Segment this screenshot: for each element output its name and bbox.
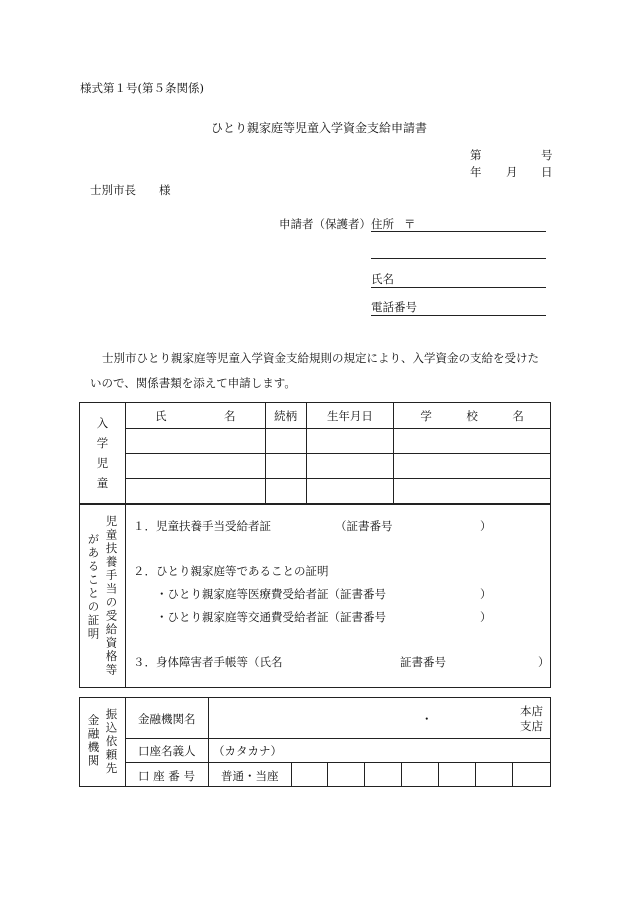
date-day-label: 日 xyxy=(541,165,553,179)
eligibility-label-col1: 児童扶養手当の受給資格等 xyxy=(104,515,119,677)
transfer-section-label xyxy=(80,698,126,786)
child-relation-cell[interactable] xyxy=(265,479,306,504)
child-relation-cell[interactable] xyxy=(265,429,306,454)
body-text-line1: 士別市ひとり親家庭等児童入学資金支給規則の規定により、入学資金の支給を受けた xyxy=(102,351,539,365)
children-label-char: 学 xyxy=(96,436,109,450)
eligibility-section-label xyxy=(80,505,126,687)
child-birth-cell[interactable] xyxy=(306,454,394,479)
account-digit-box[interactable] xyxy=(439,762,476,787)
bank-name-field[interactable] xyxy=(209,698,509,738)
child-name-cell[interactable] xyxy=(125,429,265,454)
account-holder-label: 口座名義人 xyxy=(138,744,196,758)
children-table xyxy=(79,402,551,504)
account-holder-hint: （カタカナ） xyxy=(213,744,282,758)
child-name-cell[interactable] xyxy=(125,454,265,479)
eligibility-item1-close: ） xyxy=(480,519,492,533)
eligibility-item3-cert: 証書番号 xyxy=(400,655,446,669)
transfer-box xyxy=(79,697,551,787)
account-digit-box[interactable] xyxy=(365,762,402,787)
account-type-label: 普通・当座 xyxy=(221,769,279,783)
children-label-char: 入 xyxy=(96,416,109,430)
branch-label: 支店 xyxy=(520,719,543,733)
account-digit-box[interactable] xyxy=(513,762,550,787)
col-header-birth: 生年月日 xyxy=(306,403,394,429)
account-digit-box[interactable] xyxy=(402,762,439,787)
bank-name-label: 金融機関名 xyxy=(138,712,196,726)
table-row xyxy=(80,454,551,479)
address-line-2[interactable] xyxy=(371,258,546,259)
bank-name-dot: ・ xyxy=(421,712,433,726)
col-header-school: 学 校 名 xyxy=(394,403,551,429)
child-school-cell[interactable] xyxy=(394,429,551,454)
account-digit-box[interactable] xyxy=(291,762,328,787)
child-name-cell[interactable] xyxy=(125,479,265,504)
address-line-1[interactable] xyxy=(371,231,546,232)
phone-label: 電話番号 xyxy=(371,300,417,314)
name-label: 氏名 xyxy=(371,272,394,286)
eligibility-box xyxy=(79,504,551,688)
child-relation-cell[interactable] xyxy=(265,454,306,479)
eligibility-item1-cert: （証書番号 xyxy=(335,519,393,533)
eligibility-item3: ３．身体障害者手帳等（氏名 xyxy=(133,655,283,669)
name-line[interactable] xyxy=(371,287,546,288)
table-row xyxy=(80,479,551,504)
transfer-label-col1: 振込依頼先 xyxy=(104,708,119,776)
transfer-label-col2: 金融機関 xyxy=(86,714,101,769)
postal-mark: 〒 xyxy=(404,217,416,231)
address-label: 住所 xyxy=(371,217,394,231)
account-holder-field[interactable] xyxy=(280,739,550,762)
page-title: ひとり親家庭等児童入学資金支給申請書 xyxy=(211,121,428,135)
eligibility-item2a-close: ） xyxy=(480,587,492,601)
eligibility-item3-close: ） xyxy=(538,655,550,669)
main-branch-label: 本店 xyxy=(520,704,543,718)
body-text-line2: いので、関係書類を添えて申請します。 xyxy=(90,376,296,390)
account-digit-box[interactable] xyxy=(328,762,365,787)
eligibility-item1: １．児童扶養手当受給者証 xyxy=(133,519,271,533)
applicant-label: 申請者（保護者） xyxy=(279,217,371,231)
phone-line[interactable] xyxy=(371,315,546,316)
table-row xyxy=(80,429,551,454)
children-section-label xyxy=(80,403,126,504)
account-digit-box[interactable] xyxy=(476,762,513,787)
children-label-char: 児 xyxy=(96,456,109,470)
eligibility-item2a: ・ひとり親家庭等医療費受給者証（証書番号 xyxy=(156,587,386,601)
child-birth-cell[interactable] xyxy=(306,479,394,504)
account-number-label: 口 座 番 号 xyxy=(138,769,195,783)
eligibility-label-col2: があることの証明 xyxy=(86,533,101,641)
children-label-char: 童 xyxy=(96,476,109,490)
col-header-name: 氏 名 xyxy=(125,403,265,429)
addressee: 士別市長 様 xyxy=(90,183,171,197)
doc-number-label-left: 第 xyxy=(470,148,482,162)
form-number: 様式第１号(第５条関係) xyxy=(80,81,204,95)
eligibility-item2: ２．ひとり親家庭等であることの証明 xyxy=(133,564,329,578)
child-birth-cell[interactable] xyxy=(306,429,394,454)
doc-number-label-right: 号 xyxy=(541,148,553,162)
date-month-label: 月 xyxy=(506,165,518,179)
col-header-relation: 続柄 xyxy=(265,403,306,429)
child-school-cell[interactable] xyxy=(394,454,551,479)
eligibility-item2b: ・ひとり親家庭等交通費受給者証（証書番号 xyxy=(156,610,386,624)
date-year-label: 年 xyxy=(470,165,482,179)
eligibility-item2b-close: ） xyxy=(480,610,492,624)
child-school-cell[interactable] xyxy=(394,479,551,504)
